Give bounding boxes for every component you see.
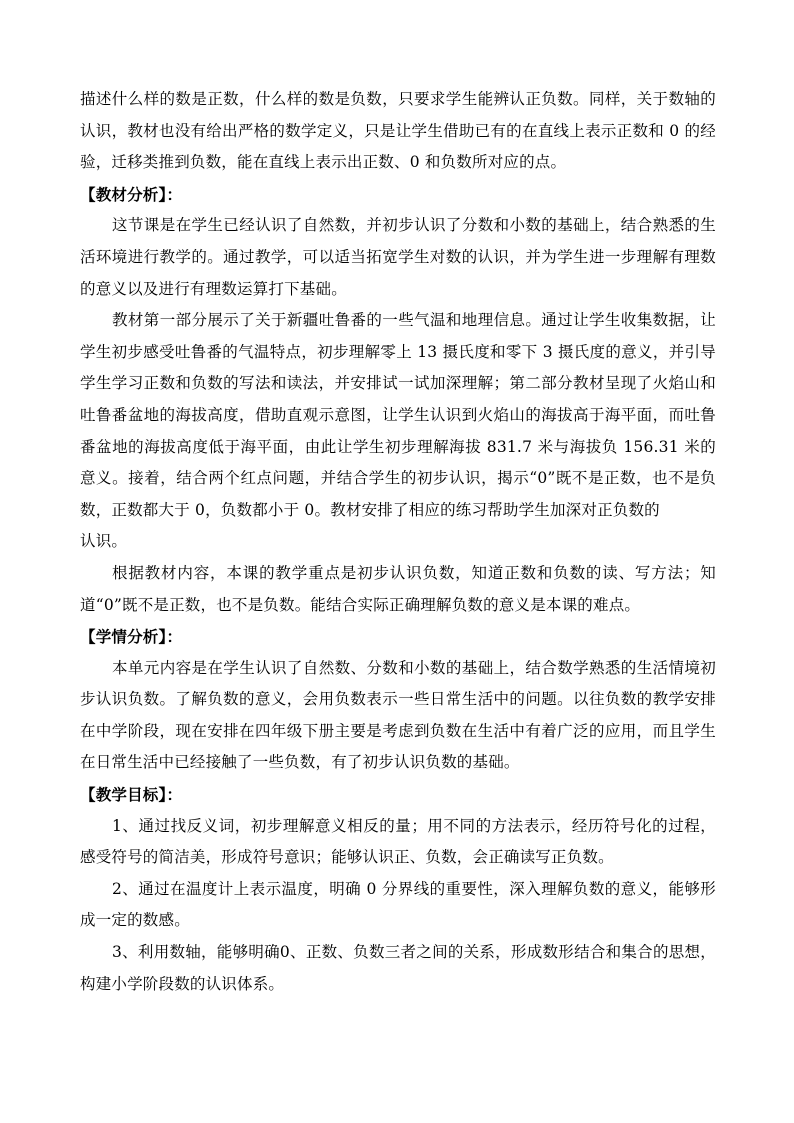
textbook-analysis-paragraph-2-tail: 认识。: [80, 532, 128, 551]
textbook-analysis-heading: 【教材分析】：: [80, 184, 183, 204]
teaching-goal-item: 2、通过在温度计上表示温度，明确 0 分界线的重要性，深入理解负数的意义，能够形成一定的数感。: [80, 879, 716, 930]
document-page: [80, 84, 716, 1000]
textbook-analysis-paragraph-2: 教材第一部分展示了关于新疆吐鲁番的一些气温和地理信息。通过让学生收集数据，让学生初步感受吐鲁番的气温特点，初步理解零上 13 摄氏度和零下 3 摄氏度的意义，并引导学生学习正数和负数的写法和读法，并安排试一试加深理解；第二部分教材呈现了火焰山和吐鲁番盆地的海拔高度，借助直观示意图，让学生认识到火焰山的海拔高于海平面，而吐鲁番盆地的海拔高度低于海平面，由此让学生初步理解海拔 831.7 米与海拔负 156.31 米的意义。接着，结合两个红点问题，并结合学生的初步认识，揭示“0”既不是正数，也不是负数，正数都大于 0，负数都小于 0。教材安排了相应的练习帮助学生加深对正负数的: [80, 311, 716, 519]
intro-paragraph: 描述什么样的数是正数，什么样的数是负数，只要求学生能辨认正负数。同样，关于数轴的认识，教材也没有给出严格的数学定义，只是让学生借助已有的在直线上表示正数和 0 的经验，迁移类推到负数，能在直线上表示出正数、0 和负数所对应的点。: [80, 90, 716, 172]
teaching-goal-item: 1、通过找反义词，初步理解意义相反的量；用不同的方法表示，经历符号化的过程，感受符号的简洁美，形成符号意识；能够认识正、负数，会正确读写正负数。: [80, 816, 716, 867]
textbook-analysis-paragraph-3: 根据教材内容，本课的教学重点是初步认识负数，知道正数和负数的读、写方法；知道“0”既不是正数，也不是负数。能结合实际正确理解负数的意义是本课的难点。: [80, 563, 716, 614]
teaching-goals-heading: 【教学目标】：: [80, 785, 183, 805]
student-analysis-heading: 【学情分析】：: [80, 627, 183, 647]
student-analysis-paragraph: 本单元内容是在学生认识了自然数、分数和小数的基础上，结合数学熟悉的生活情境初步认识负数。了解负数的意义，会用负数表示一些日常生活中的问题。以往负数的教学安排在中学阶段，现在安排在四年级下册主要是考虑到负数在生活中有着广泛的应用，而且学生在日常生活中已经接触了一些负数，有了初步认识负数的基础。: [80, 658, 716, 772]
teaching-goal-item: 3、利用数轴，能够明确0、正数、负数三者之间的关系，形成数形结合和集合的思想，构建小学阶段数的认识体系。: [80, 943, 716, 993]
textbook-analysis-paragraph-1: 这节课是在学生已经认识了自然数，并初步认识了分数和小数的基础上，结合熟悉的生活环境进行教学的。通过教学，可以适当拓宽学生对数的认识，并为学生进一步理解有理数的意义以及进行有理数运算打下基础。: [80, 216, 716, 298]
